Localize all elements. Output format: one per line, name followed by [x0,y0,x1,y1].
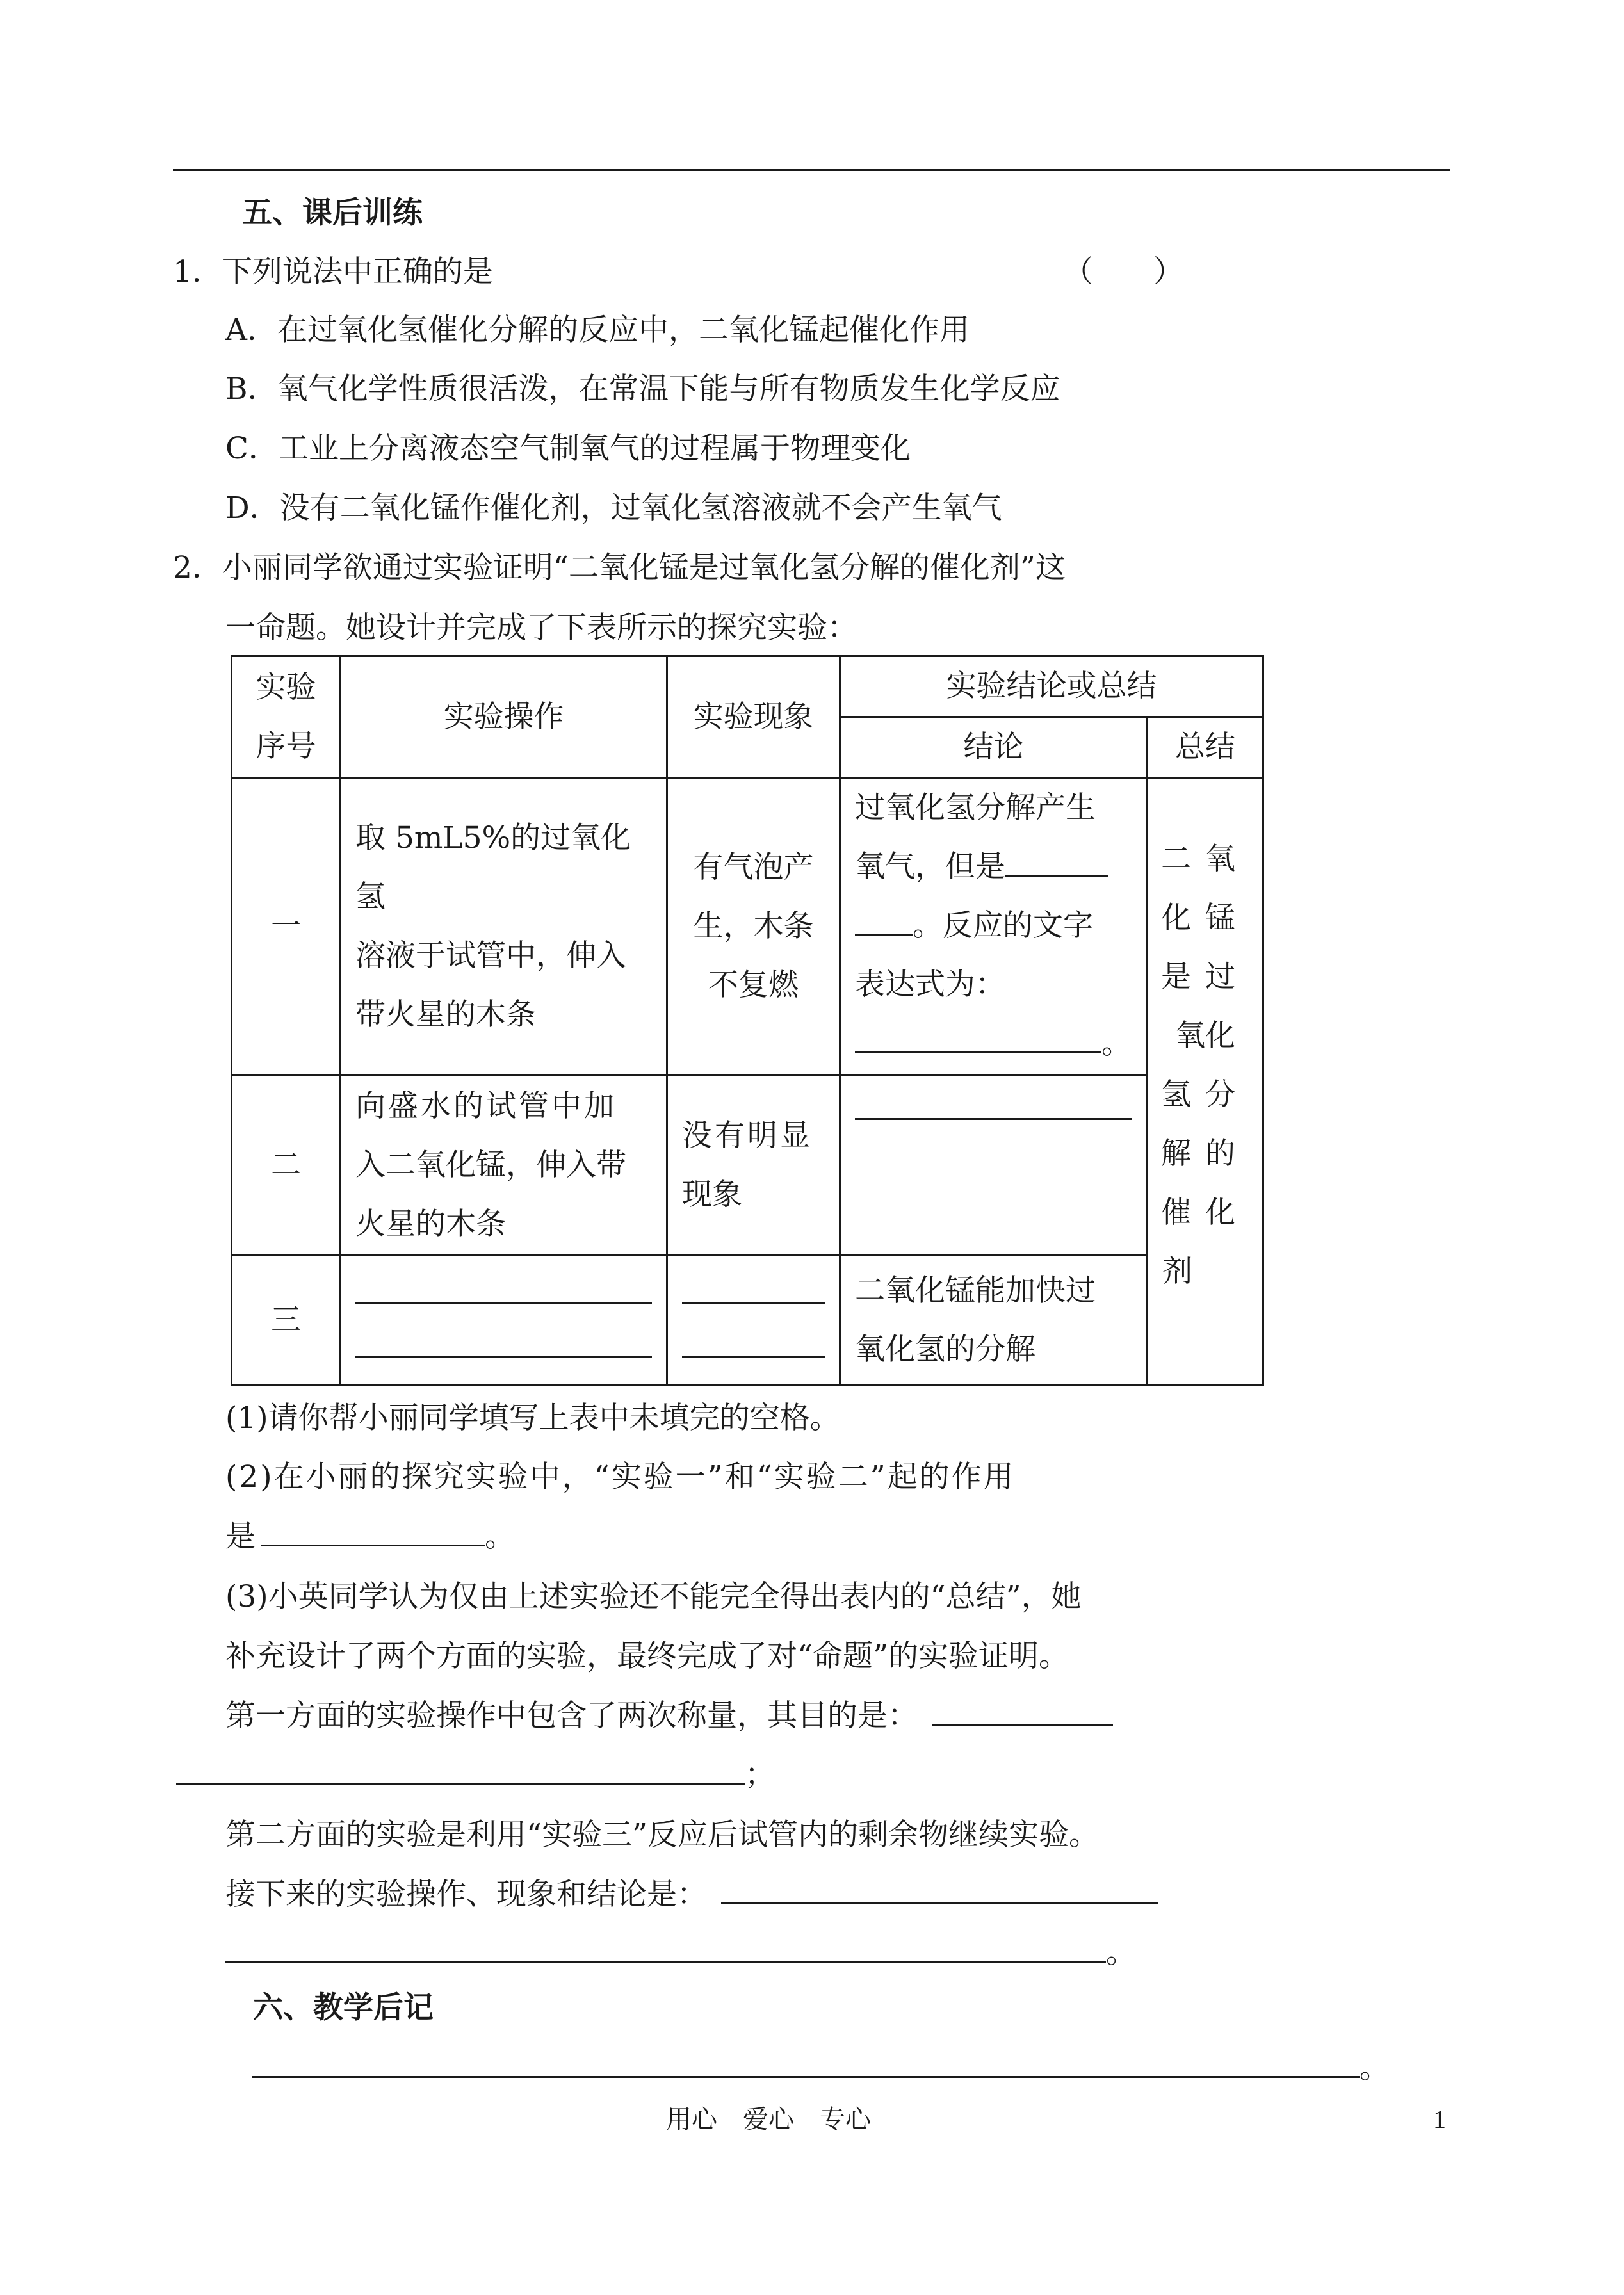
header-rule [173,169,1450,171]
q2-sub3-line4 [176,1756,775,1794]
summary-line2: 化锰 [1161,900,1249,936]
header-operation: 实验操作 [341,656,667,778]
row3-conc-line2: 氧化氢的分解 [855,1331,1035,1367]
summary-line5: 氢分 [1161,1077,1249,1112]
q2-sub3-blank-next-a[interactable] [721,1877,1158,1904]
q2-sub2-line2 [225,1518,515,1556]
row1-op-line1: 取 5mL5%的过氧化氢 [355,820,631,914]
row1-blank-a[interactable] [1005,849,1108,877]
q2-sub3-line1: (3)小英同学认为仅由上述实验还不能完全得出表内的“总结”，她 [225,1579,1082,1614]
row1-conc-end: 。 [1101,1026,1132,1061]
row1-conc-line3-text: 。反应的文字 [913,908,1093,943]
row2-conclusion [840,1075,1148,1256]
row1-conc-line2-text: 氧气，但是 [855,849,1005,884]
row2-seq: 二 [232,1075,341,1256]
header-seq-line2: 序号 [256,728,316,764]
row2-phen-line1: 没有明显 [682,1117,813,1153]
row1-conc-line2 [855,838,1132,896]
q2-sub2-line2-lead: 是 [225,1519,256,1554]
q2-sub3-line6 [225,1876,1158,1914]
row3-phenomenon [667,1256,840,1385]
row2-op-line1: 向盛水的试管中加 [355,1088,617,1124]
section6-line [252,2049,1390,2088]
q2-sub3-line2: 补充设计了两个方面的实验，最终完成了对“命题”的实验证明。 [225,1639,1069,1674]
row1-phen-line2: 生，木条 [693,908,814,944]
row2-op-line3: 火星的木条 [355,1206,506,1242]
q2-sub1: (1)请你帮小丽同学填写上表中未填完的空格。 [225,1400,840,1436]
q2-sub3-line6-text: 接下来的实验操作、现象和结论是： [225,1877,707,1912]
row3-seq: 三 [232,1256,341,1385]
summary-line8: 剂 [1162,1254,1206,1289]
q2-sub3-blank-next-b[interactable] [225,1935,1106,1963]
q2-sub2-blank[interactable] [261,1519,485,1546]
row3-operation [341,1256,667,1385]
row3-conc-line1: 二氧化锰能加快过 [855,1272,1096,1308]
row2-phen-line2: 现象 [682,1176,742,1212]
q2-sub3-line5: 第二方面的实验是利用“实验三”反应后试管内的剩余物继续实验。 [225,1817,1100,1853]
q1-option-a: A．在过氧化氢催化分解的反应中，二氧化锰起催化作用 [225,312,970,348]
header-summary: 总结 [1148,717,1263,778]
row3-blank-op-1[interactable] [355,1265,652,1304]
q2-sub3-line3 [225,1697,1113,1735]
q2-stem-line1: 2．小丽同学欲通过实验证明“二氧化锰是过氧化氢分解的催化剂”这 [173,550,1066,585]
row1-seq: 一 [232,778,341,1075]
q2-sub2-line1: (2)在小丽的探究实验中，“实验一”和“实验二”起的作用 [225,1459,1016,1495]
row1-phen-line1: 有气泡产 [693,849,814,885]
row1-conclusion [840,778,1148,1075]
row1-conc-line1: 过氧化氢分解产生 [855,790,1096,825]
row3-conclusion [840,1256,1148,1385]
q2-sub3-line3-text: 第一方面的实验操作中包含了两次称量，其目的是： [225,1698,918,1733]
q2-sub3-blank-purpose-a[interactable] [932,1698,1113,1726]
header-conclusion: 结论 [840,717,1148,778]
q1-stem: 1．下列说法中正确的是 [173,254,493,289]
q2-sub2-line2-end: 。 [485,1519,515,1554]
header-seq-line1: 实验 [256,669,316,705]
section6-blank[interactable] [252,2050,1360,2078]
q2-stem-line2: 一命题。她设计并完成了下表所示的探究实验： [225,610,857,645]
header-phenomenon: 实验现象 [667,656,840,778]
section6-end: 。 [1360,2050,1390,2086]
header-conclusion-group: 实验结论或总结 [840,656,1263,717]
row3-blank-phen-1[interactable] [682,1265,825,1304]
q2-sub3-line7-end: 。 [1106,1935,1136,1970]
page-number: 1 [1433,2105,1446,2134]
q2-sub3-line7 [225,1934,1136,1972]
row2-op-line2: 入二氧化锰，伸入带 [355,1147,626,1183]
row2-phenomenon [667,1075,840,1256]
row3-blank-op-2[interactable] [355,1318,652,1358]
row1-op-line3: 带火星的木条 [355,996,536,1032]
section-title-6: 六、教学后记 [253,1990,434,2025]
q2-sub3-blank-purpose-b[interactable] [176,1757,745,1785]
row1-phenomenon [667,778,840,1075]
row3-blank-phen-2[interactable] [682,1318,825,1358]
summary-line1: 二氧 [1161,841,1249,877]
q1-option-d: D．没有二氧化锰作催化剂，过氧化氢溶液就不会产生氧气 [225,491,1002,526]
summary-line3: 是过 [1161,959,1249,994]
row1-blank-equation[interactable] [855,1026,1101,1053]
row1-conc-line5 [855,1014,1132,1073]
q1-option-b: B．氧气化学性质很活泼，在常温下能与所有物质发生化学反应 [225,371,1060,407]
row2-operation [341,1075,667,1256]
q1-option-c: C．工业上分离液态空气制氧气的过程属于物理变化 [225,431,911,466]
q1-answer-paren: （ ） [1063,254,1183,289]
row1-conc-line3 [855,896,1132,955]
summary-cell [1148,778,1263,1385]
section-title-5: 五、课后训练 [242,195,423,231]
summary-line4: 氧化 [1175,1018,1235,1053]
row1-phen-line3: 不复燃 [708,967,799,1003]
q2-sub3-line4-end: ； [745,1757,775,1792]
row1-operation [341,778,667,1075]
experiment-table [231,655,1264,1386]
footer-motto: 用心 爱心 专心 [666,2105,871,2134]
header-seq [232,656,341,778]
row1-op-line2: 溶液于试管中，伸入 [355,937,626,973]
summary-line7: 催化 [1161,1195,1249,1230]
row1-blank-b[interactable] [855,908,913,936]
summary-line6: 解的 [1161,1136,1249,1171]
row2-blank-conclusion[interactable] [855,1076,1132,1120]
row1-conc-line4: 表达式为： [855,967,1005,1002]
